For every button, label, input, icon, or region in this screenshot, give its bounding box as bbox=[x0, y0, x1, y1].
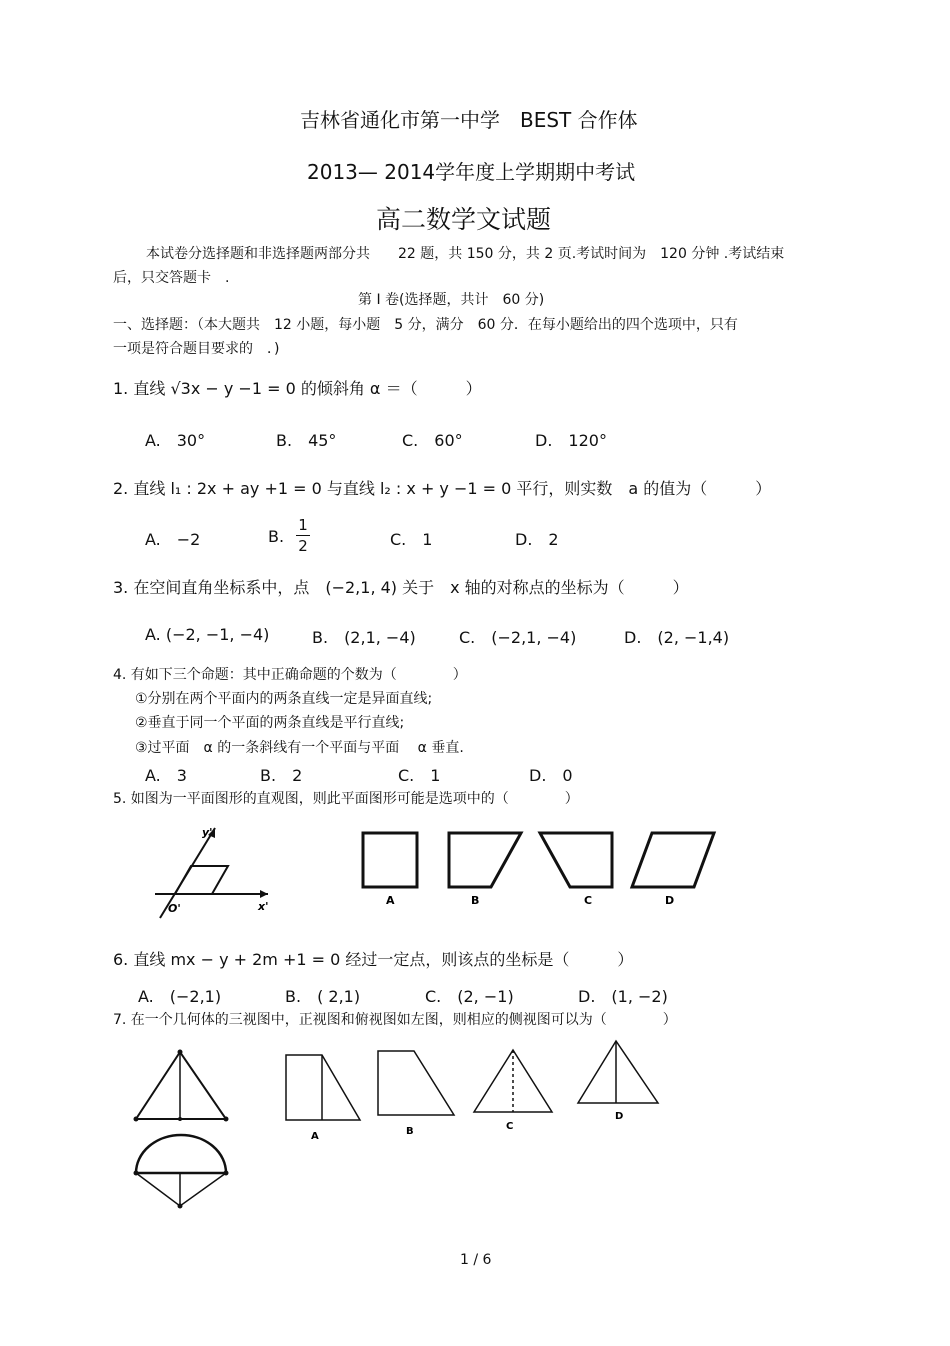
option-c-label: C bbox=[584, 894, 593, 907]
vertex-dot bbox=[134, 1117, 139, 1122]
vertex-dot bbox=[178, 1050, 183, 1055]
q2-option-b-label: B. bbox=[268, 527, 285, 546]
q1-option-c: C. 60° bbox=[402, 431, 463, 450]
option-d-label: D bbox=[665, 894, 675, 907]
intro-line-2: 后，只交答题卡 . bbox=[113, 270, 230, 286]
x-axis-label: x' bbox=[258, 900, 269, 913]
vertex-dot bbox=[224, 1117, 229, 1122]
q1-option-b: B. 45° bbox=[276, 431, 337, 450]
page-number: 1 / 6 bbox=[460, 1252, 492, 1268]
q2-stem: 2. 直线 l₁ : 2x + ay +1 = 0 与直线 l₂ : x + y −1 = 0 平行，则实数 a 的值为（ ） bbox=[113, 479, 772, 498]
q7-option-b-shape bbox=[378, 1051, 454, 1115]
top-view-semicircle bbox=[136, 1135, 226, 1173]
q3-option-a: A. (−2, −1, −4) bbox=[145, 625, 270, 644]
option-b-trapezoid bbox=[449, 833, 521, 887]
q1-option-a: A. 30° bbox=[145, 431, 206, 450]
q4-stem: 4. 有如下三个命题：其中正确命题的个数为（ ） bbox=[113, 667, 467, 683]
q6-option-d: D. (1, −2) bbox=[578, 987, 668, 1006]
top-view-lower-edges bbox=[136, 1173, 226, 1206]
q2-option-c: C. 1 bbox=[390, 530, 433, 549]
q4-option-d: D. 0 bbox=[529, 766, 573, 785]
q6-option-b: B. ( 2,1) bbox=[285, 987, 361, 1006]
option-d-parallelogram bbox=[632, 833, 714, 887]
q4-statement-2: ②垂直于同一个平面的两条直线是平行直线; bbox=[135, 715, 405, 731]
section-heading: 第 Ⅰ 卷(选择题，共计 60 分) bbox=[358, 292, 545, 308]
intro-line-1: 本试卷分选择题和非选择题两部分共 22 题，共 150 分，共 2 页.考试时间为 120 分钟 .考试结束 bbox=[146, 246, 785, 262]
q3-option-c: C. (−2,1, −4) bbox=[459, 628, 577, 647]
vertex-dot bbox=[224, 1171, 229, 1176]
q2-option-d: D. 2 bbox=[515, 530, 559, 549]
vertex-dot bbox=[178, 1117, 182, 1121]
option-c-trapezoid bbox=[540, 833, 612, 887]
q4-option-b: B. 2 bbox=[260, 766, 303, 785]
q7-views-figure bbox=[128, 1035, 668, 1215]
option-a-square bbox=[363, 833, 417, 887]
q5-options-figure bbox=[360, 828, 720, 910]
q7-option-a-shape bbox=[286, 1055, 360, 1120]
y-axis-label: y' bbox=[202, 826, 213, 839]
origin-label: O' bbox=[168, 902, 181, 915]
q5-intuitive-figure bbox=[150, 820, 280, 925]
q3-option-b: B. (2,1, −4) bbox=[312, 628, 416, 647]
parallelogram bbox=[175, 866, 228, 894]
q7-option-d-label: D bbox=[615, 1111, 624, 1122]
front-view-triangle bbox=[136, 1052, 226, 1119]
x-axis-arrow bbox=[260, 890, 268, 898]
q2-option-a: A. −2 bbox=[145, 530, 201, 549]
q4-option-a: A. 3 bbox=[145, 766, 187, 785]
q7-option-a-label: A bbox=[311, 1131, 319, 1142]
fraction-bar bbox=[296, 535, 310, 536]
q7-option-c-label: C bbox=[506, 1121, 514, 1132]
option-a-label: A bbox=[386, 894, 395, 907]
q6-option-c: C. (2, −1) bbox=[425, 987, 514, 1006]
q6-stem: 6. 直线 mx − y + 2m +1 = 0 经过一定点，则该点的坐标是（ ） bbox=[113, 950, 634, 969]
page-title: 高二数学文试题 bbox=[376, 205, 552, 234]
school-line: 吉林省通化市第一中学 BEST 合作体 bbox=[300, 108, 638, 132]
q3-option-d: D. (2, −1,4) bbox=[624, 628, 730, 647]
q4-statement-1: ①分别在两个平面内的两条直线一定是异面直线; bbox=[135, 691, 433, 707]
q5-stem: 5. 如图为一平面图形的直观图，则此平面图形可能是选项中的（ ） bbox=[113, 791, 579, 807]
q4-statement-3: ③过平面 α 的一条斜线有一个平面与平面 α 垂直. bbox=[135, 740, 464, 756]
q4-option-c: C. 1 bbox=[398, 766, 441, 785]
fraction-denominator: 2 bbox=[298, 537, 308, 555]
section-instruction-2: 一项是符合题目要求的 ．) bbox=[113, 341, 280, 357]
q6-option-a: A. (−2,1) bbox=[138, 987, 222, 1006]
q7-option-b-label: B bbox=[406, 1126, 414, 1137]
section-instruction-1: 一、选择题：（本大题共 12 小题，每小题 5 分，满分 60 分．在每小题给出的四个选项中，只有 bbox=[113, 317, 738, 333]
fraction-numerator: 1 bbox=[298, 516, 308, 534]
q7-stem: 7. 在一个几何体的三视图中，正视图和俯视图如左图，则相应的侧视图可以为（ ） bbox=[113, 1012, 677, 1028]
q7-option-d-triangle bbox=[578, 1041, 658, 1103]
q3-stem: 3. 在空间直角坐标系中，点 (−2,1, 4) 关于 x 轴的对称点的坐标为（ ） bbox=[113, 578, 689, 597]
vertex-dot bbox=[178, 1204, 183, 1209]
option-b-label: B bbox=[471, 894, 480, 907]
q1-stem: 1. 直线 √3x − y −1 = 0 的倾斜角 α ＝（ ） bbox=[113, 379, 482, 398]
vertex-dot bbox=[134, 1171, 139, 1176]
q1-option-d: D. 120° bbox=[535, 431, 607, 450]
q2-option-b-fraction bbox=[296, 515, 310, 556]
exam-line: 2013— 2014学年度上学期期中考试 bbox=[307, 160, 636, 184]
